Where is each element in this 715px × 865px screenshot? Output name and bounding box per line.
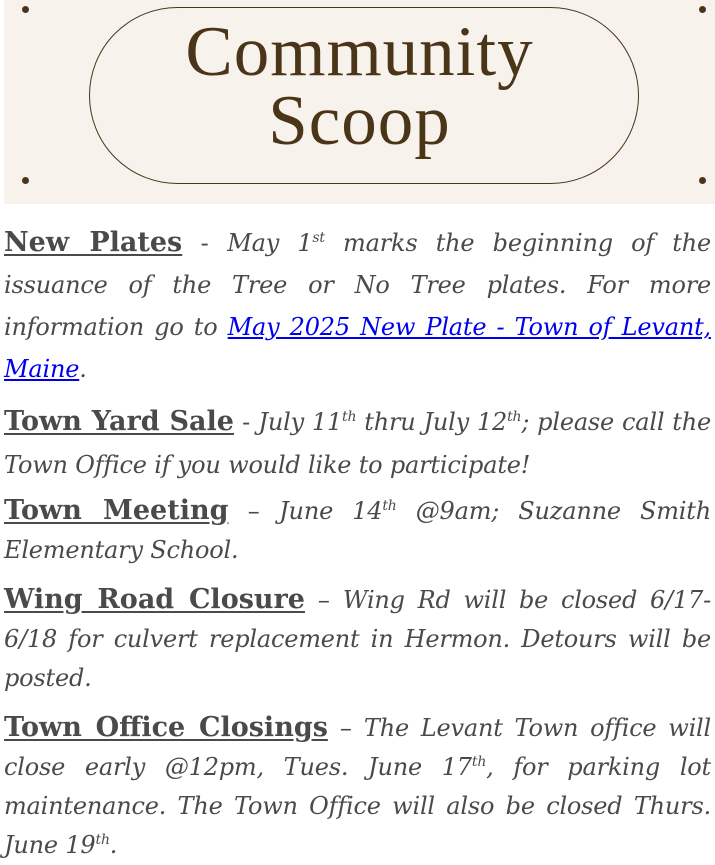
news-item-town-meeting — [4, 491, 711, 570]
news-separator: – — [304, 586, 343, 614]
news-text: marks the beginning of the issuance of the Tree or No Tree plates. For more information go to — [4, 229, 711, 341]
news-text: June 14 — [279, 497, 383, 525]
newsletter-header — [4, 0, 715, 204]
news-separator: – — [327, 714, 364, 742]
title-line-1: Community — [185, 13, 534, 91]
corner-dot — [699, 177, 706, 184]
corner-dot — [22, 6, 29, 13]
ordinal-suffix: th — [471, 754, 487, 770]
title-line-2: Scoop — [268, 82, 451, 160]
news-heading: Wing Road Closure — [4, 584, 305, 615]
news-text: The Levant Town office will close early @12pm, Tues. June 17 — [4, 714, 712, 781]
corner-dot — [699, 6, 706, 13]
news-text: Wing Rd will be closed 6/17-6/18 for culvert replacement in Hermon. Detours will be posted. — [4, 586, 711, 692]
news-item-yard-sale — [4, 400, 711, 487]
ordinal-suffix: th — [507, 409, 522, 425]
ordinal-suffix: th — [342, 409, 357, 425]
news-item-road-closure — [4, 580, 711, 698]
news-list — [4, 222, 711, 865]
new-plate-link[interactable]: May 2025 New Plate - Town of Levant, Maine — [4, 313, 711, 383]
news-text: . — [79, 355, 87, 383]
news-separator: – — [228, 497, 280, 525]
news-text: thru July 12 — [356, 408, 508, 436]
news-text: , for parking lot maintenance. The Town Office will also be closed Thurs. June 19 — [4, 753, 712, 859]
news-heading: Town Yard Sale — [4, 406, 234, 437]
page-title — [4, 13, 715, 160]
news-text: ; please call the Town Office if you would like to participate! — [4, 408, 711, 479]
news-text: July 11 — [258, 408, 343, 436]
news-item-office-closings — [4, 708, 711, 865]
ordinal-suffix: th — [95, 832, 110, 848]
news-separator: - — [182, 229, 228, 257]
news-heading: New Plates — [4, 227, 183, 258]
news-heading: Town Meeting — [4, 495, 229, 526]
corner-dot — [22, 177, 29, 184]
ordinal-suffix: st — [312, 230, 325, 246]
news-text: May 1 — [227, 229, 313, 257]
news-text: @9am; Suzanne Smith Elementary School. — [4, 497, 711, 564]
news-text: . — [109, 831, 118, 859]
ordinal-suffix: th — [382, 498, 397, 514]
news-heading: Town Office Closings — [4, 712, 328, 743]
news-separator: - — [233, 408, 259, 436]
news-item-new-plates — [4, 222, 711, 390]
